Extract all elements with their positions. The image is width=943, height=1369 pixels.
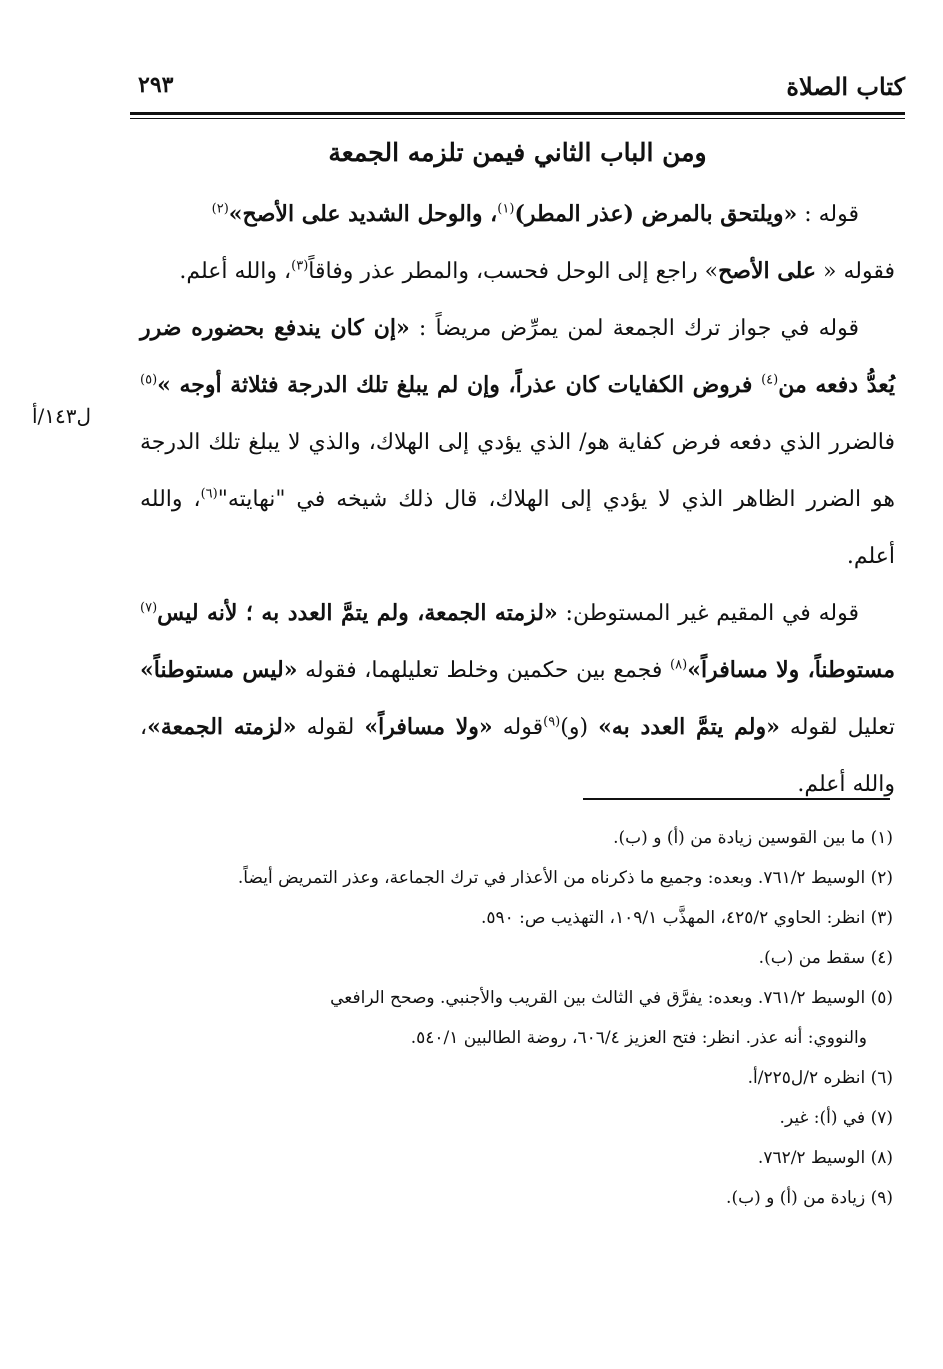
paragraph-2 [140,243,895,300]
p2-a: فقوله « [816,259,895,284]
p1-quote-cont: ، والوحل الشديد على الأصح» [228,201,498,227]
footnote-9: (٩) زيادة من (أ) و (ب). [726,1188,893,1208]
p4-i: «ولم يتمَّ العدد به» [598,714,780,740]
footnote-6: (٦) انظره ٢/ل٢٢٥/أ. [747,1068,893,1088]
footnote-ref-7: (٧) [140,600,158,616]
p1-quote: «ويلتحق بالمرض (عذر المطر) [514,201,798,227]
paragraph-3 [140,300,895,585]
footnote-2: (٢) الوسيط ٧٦١/٢. وبعده: وجميع ما ذكرناه من الأعذار في ترك الجماعة، وعذر التمريض أيضاً. [237,868,893,888]
footnote-4: (٤) سقط من (ب). [758,948,893,968]
footnote-8: (٨) الوسيط ٧٦٢/٢. [757,1148,893,1168]
footnote-ref-2: (٢) [211,201,229,217]
footnote-3: (٣) انظر: الحاوي ٤٢٥/٢، المهذَّب ١٠٩/١، التهذيب ص: ٥٩٠. [480,908,893,928]
page-number: ٢٩٣ [138,72,174,98]
p3-quote-cont: فروض الكفايات كان عذراً، وإن لم يبلغ تلك الدرجة فثلاثة أوجه » [157,372,762,398]
p2-c: » راجع إلى الوحل فحسب، والمطر عذر وفاقاً [308,259,719,284]
footnote-ref-6: (٦) [200,486,218,502]
p3-h: ، والله أعلم. [140,487,895,569]
p3-f: فالضرر الذي دفعه فرض كفاية هو/ الذي يؤدي إلى الهلاك، والذي لا يبلغ تلك الدرجة هو الضرر الظاهر الذي لا يؤدي إلى الهلاك، قال ذلك شيخه في "نهايته" [140,430,895,512]
p3-quote: «إن كان يندفع بحضوره ضرر يُعدُّ دفعه من [140,315,896,398]
footnote-ref-5: (٥) [140,372,158,388]
p4-f: فجمع بين حكمين وخلط تعليلهما، فقوله [297,658,671,683]
header-rule-thick [130,112,905,115]
p1-a: قوله : [797,202,859,227]
footnote-1: (١) ما بين القوسين زيادة من (أ) و (ب). [613,828,893,848]
section-heading: ومن الباب الثاني فيمن تلزمه الجمعة [328,138,707,167]
footnote-ref-9: (٩) [543,714,561,730]
paragraph-4 [140,585,895,813]
p4-quote: «لزمته الجمعة، ولم يتمَّ العدد به ؛ لأنه ليس [157,600,558,626]
p4-m: «ولا مسافراً» [364,714,493,740]
footnote-7: (٧) في (أ): غير. [779,1108,893,1128]
manuscript-folio-marker: ل١٤٣/أ [32,404,92,428]
p4-p: ، والله أعلم. [140,715,895,797]
footnote-ref-3: (٣) [291,258,309,274]
p4-quote-cont: مستوطناً، ولا مسافراً» [687,657,895,683]
footnote-ref-4: (٤) [761,372,779,388]
p2-e: ، والله أعلم. [179,259,292,284]
footnote-separator [583,798,890,800]
footnote-5-continuation: والنووي: أنه عذر. انظر: فتح العزيز ٦٠٦/٤، روضة الطالبين ٥٤٠/١. [410,1028,867,1048]
paragraph-1 [140,186,895,243]
p4-a: قوله في المقيم غير المستوطن: [557,601,859,626]
footnotes [132,818,893,1218]
p4-o: «لزمته الجمعة» [147,714,297,740]
p3-a: قوله في جواز ترك الجمعة لمن يمرِّض مريضاً : [409,316,859,341]
p4-n: لقوله [296,715,365,740]
header-rule-thin [130,118,905,119]
p2-term: على الأصح [718,258,817,284]
footnote-ref-8: (٨) [670,657,688,673]
footnote-5: (٥) الوسيط ٧٦١/٢. وبعده: يفرَّق في الثالث بين القريب والأجنبي. وصحح الرافعي [330,988,893,1008]
footnote-ref-1: (١) [497,201,515,217]
running-header [130,68,905,112]
p4-h: تعليل لقوله [779,715,895,740]
running-title: كتاب الصلاة [786,72,905,101]
p4-g: «ليس مستوطناً» [140,657,298,683]
p4-j: (و) [560,715,599,740]
main-text [140,186,895,813]
p4-l: قوله [492,715,544,740]
